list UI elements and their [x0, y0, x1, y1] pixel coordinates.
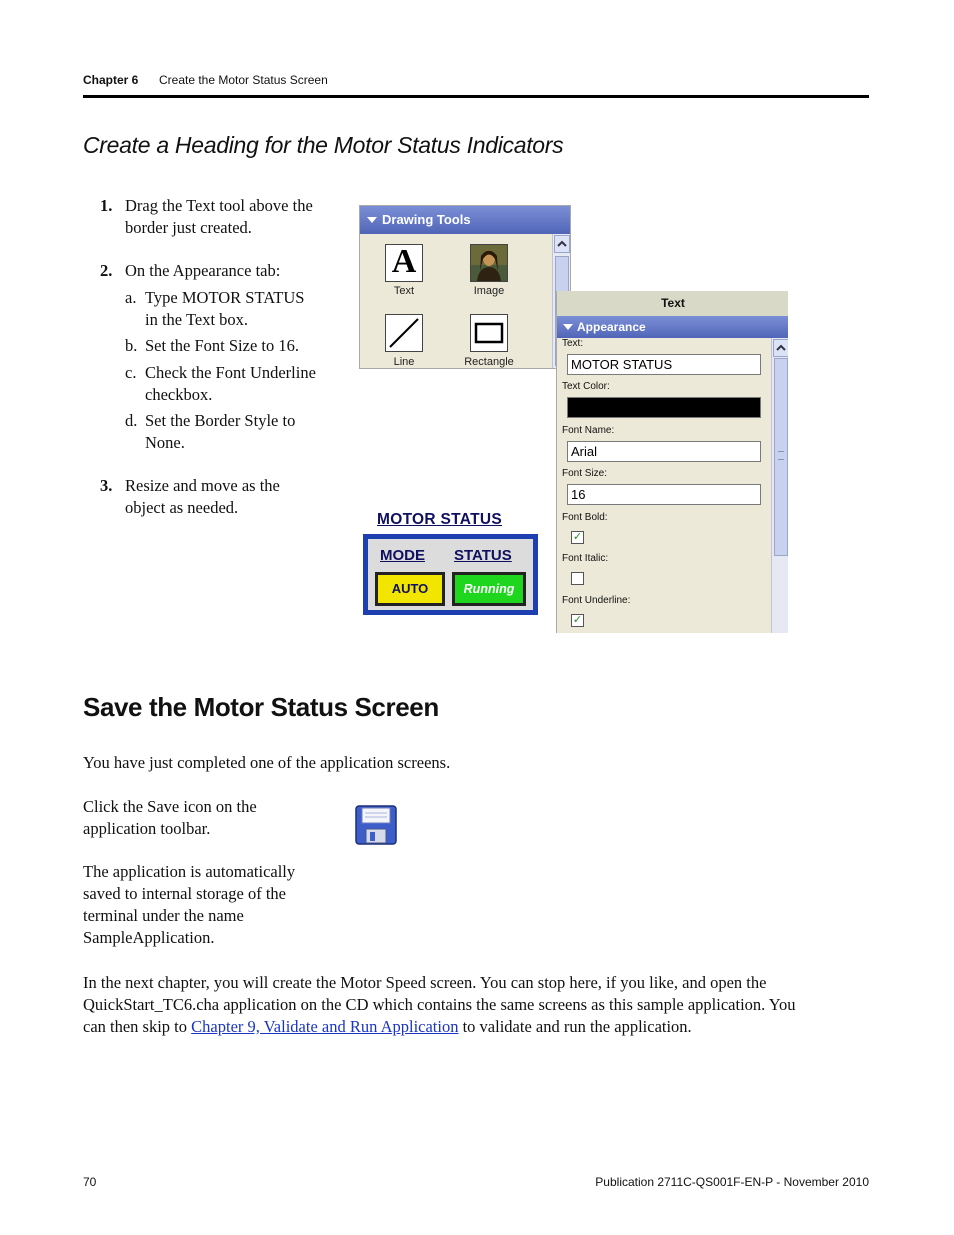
- substep-b: [125, 335, 345, 357]
- mode-header: MODE: [380, 547, 425, 564]
- properties-panel: [556, 291, 788, 633]
- section-heading: Create a Heading for the Motor Status Indicators: [83, 132, 564, 158]
- step-text: Drag the Text tool above the: [125, 196, 313, 215]
- drawing-tools-panel: [359, 205, 571, 369]
- text-line: The application is automatically: [83, 862, 296, 881]
- text-fragment: to validate and run the application.: [458, 1017, 692, 1036]
- font-underline-checkbox[interactable]: ✓: [572, 614, 583, 626]
- status-header: STATUS: [454, 547, 512, 564]
- font-underline-label: Font Underline:: [562, 595, 631, 606]
- rectangle-tool[interactable]: [470, 314, 508, 352]
- step-number: 2.: [100, 261, 113, 280]
- drawing-tools-title: Drawing Tools: [382, 212, 471, 227]
- chapter-label: Chapter 6: [83, 73, 139, 87]
- publication-info: Publication 2711C-QS001F-EN-P - November 2010: [595, 1175, 869, 1189]
- substep-a: [125, 287, 345, 331]
- step-2: [100, 260, 350, 282]
- text-fragment: can then skip to: [83, 1017, 192, 1036]
- substep-text: Set the Border Style to: [145, 411, 296, 430]
- line-icon: [386, 315, 422, 351]
- font-name-label: Font Name:: [562, 425, 615, 436]
- substep-letter: a.: [125, 288, 137, 307]
- tool-label: Rectangle: [464, 356, 514, 368]
- text-tool[interactable]: [385, 244, 423, 282]
- font-italic-label: Font Italic:: [562, 553, 609, 564]
- chevron-up-icon: [774, 340, 788, 356]
- font-name-input[interactable]: Arial: [567, 441, 761, 462]
- text-line: saved to internal storage of the: [83, 884, 286, 903]
- substep-text: None.: [145, 433, 185, 452]
- appearance-title: Appearance: [577, 320, 646, 334]
- text-line: Click the Save icon on the: [83, 797, 257, 816]
- step-3: [100, 475, 350, 519]
- scroll-thumb[interactable]: [774, 358, 788, 556]
- collapse-triangle-icon: [367, 217, 377, 223]
- font-bold-checkbox[interactable]: ✓: [572, 531, 583, 543]
- substep-letter: d.: [125, 411, 138, 430]
- motor-status-frame: [363, 534, 538, 615]
- save-icon: [355, 805, 397, 845]
- image-tool[interactable]: [470, 244, 508, 282]
- text-line: [83, 1016, 883, 1038]
- step-1: [100, 195, 350, 239]
- text-line: application toolbar.: [83, 819, 211, 838]
- substep-text: Type MOTOR STATUS: [145, 288, 305, 307]
- save-instruction: [83, 796, 343, 840]
- step-text: Resize and move as the: [125, 476, 280, 495]
- text-color-field[interactable]: [567, 397, 761, 418]
- substep-c: [125, 362, 345, 406]
- text-a-icon: A: [391, 243, 417, 280]
- page-number: 70: [83, 1175, 97, 1189]
- font-size-label: Font Size:: [562, 468, 608, 479]
- appearance-header[interactable]: [557, 316, 788, 338]
- tool-label: Image: [473, 285, 505, 297]
- scroll-up-button[interactable]: [773, 339, 788, 357]
- text-line: SampleApplication.: [83, 928, 215, 947]
- running-header-title: Create the Motor Status Screen: [159, 73, 328, 87]
- running-status-indicator[interactable]: Running: [452, 572, 526, 606]
- font-size-input[interactable]: 16: [567, 484, 761, 505]
- chevron-up-icon: [555, 236, 569, 252]
- motor-status-title: MOTOR STATUS: [377, 511, 503, 528]
- substep-d: [125, 410, 345, 454]
- substep-text: Check the Font Underline: [145, 363, 316, 382]
- step-number: 3.: [100, 476, 113, 495]
- step-text: On the Appearance tab:: [125, 261, 281, 280]
- text-line: In the next chapter, you will create the Motor Speed screen. You can stop here, if you like, and open the: [83, 973, 767, 992]
- grip-icon: [778, 451, 784, 460]
- auto-mode-indicator[interactable]: AUTO: [375, 572, 445, 606]
- text-line: terminal under the name: [83, 906, 244, 925]
- text-line: QuickStart_TC6.cha application on the CD which contains the same screens as this sample application. You: [83, 995, 796, 1014]
- rectangle-icon: [471, 315, 507, 351]
- step-number: 1.: [100, 196, 113, 215]
- step-text: border just created.: [125, 218, 252, 237]
- substep-text: in the Text box.: [145, 310, 249, 329]
- collapse-triangle-icon: [563, 324, 573, 330]
- font-bold-label: Font Bold:: [562, 512, 608, 523]
- properties-title: Text: [557, 291, 788, 317]
- tool-label: Text: [393, 285, 415, 297]
- motor-status-inner: [368, 539, 533, 610]
- scroll-up-button[interactable]: [554, 235, 570, 253]
- save-section-heading: Save the Motor Status Screen: [83, 692, 439, 722]
- text-label: Text:: [562, 338, 584, 349]
- text-input[interactable]: MOTOR STATUS: [567, 354, 761, 375]
- properties-scrollbar[interactable]: [771, 338, 788, 633]
- chapter-9-link[interactable]: Chapter 9, Validate and Run Application: [191, 1017, 459, 1036]
- next-chapter-paragraph: [83, 972, 883, 1038]
- font-italic-checkbox[interactable]: [571, 572, 584, 585]
- substep-text: Set the Font Size to 16.: [145, 336, 299, 355]
- text-color-label: Text Color:: [562, 381, 610, 392]
- tool-label: Line: [393, 356, 415, 368]
- mona-lisa-image-icon: [471, 245, 507, 281]
- drawing-tools-header[interactable]: [360, 206, 570, 234]
- line-tool[interactable]: [385, 314, 423, 352]
- substep-letter: c.: [125, 363, 137, 382]
- header-rule: [83, 95, 869, 98]
- step-text: object as needed.: [125, 498, 239, 517]
- substep-text: checkbox.: [145, 385, 213, 404]
- auto-save-paragraph: [83, 861, 343, 949]
- intro-paragraph: You have just completed one of the application screens.: [83, 753, 451, 772]
- substep-letter: b.: [125, 336, 138, 355]
